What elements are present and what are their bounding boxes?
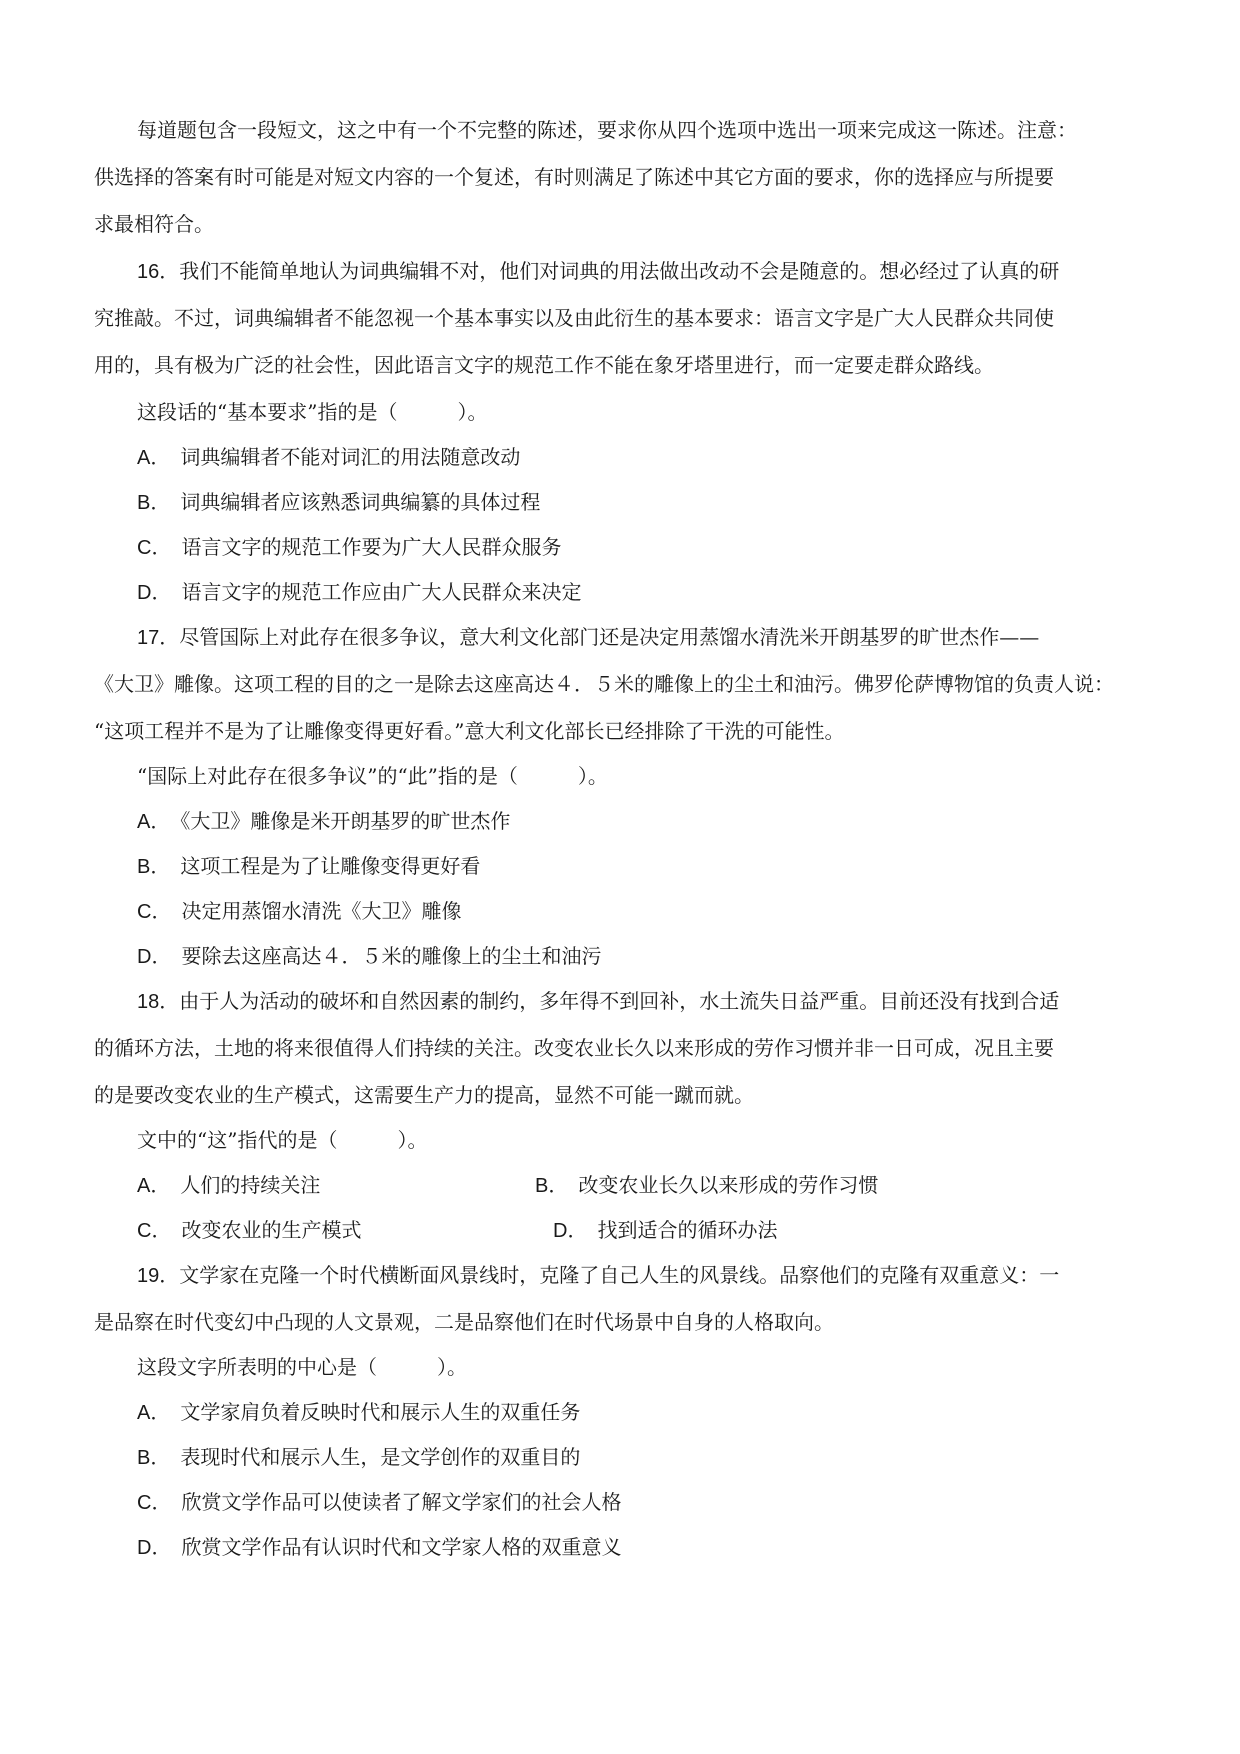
option-b[interactable]: B． 这项工程是为了让雕像变得更好看 bbox=[137, 854, 481, 878]
question-18-passage: 18．由于人为活动的破坏和自然因素的制约，多年得不到回补，水土流失日益严重。目前还没有找到合适 bbox=[137, 989, 1060, 1013]
option-a[interactable]: A． 《大卫》雕像是米开朗基罗的旷世杰作 bbox=[137, 809, 511, 833]
question-stem: 这段话的“基本要求”指的是（ ）。 bbox=[137, 400, 488, 424]
intro-line: 供选择的答案有时可能是对短文内容的一个复述，有时则满足了陈述中其它方面的要求，你的选择应与所提要 bbox=[94, 165, 1054, 189]
question-stem: 这段文字所表明的中心是（ ）。 bbox=[137, 1355, 467, 1379]
option-b[interactable]: B． 表现时代和展示人生，是文学创作的双重目的 bbox=[137, 1445, 581, 1469]
option-c[interactable]: C． 决定用蒸馏水清洗《大卫》雕像 bbox=[137, 899, 462, 923]
passage-line: 用的，具有极为广泛的社会性，因此语言文字的规范工作不能在象牙塔里进行，而一定要走群众路线。 bbox=[94, 353, 994, 377]
option-d[interactable]: D． 要除去这座高达４．５米的雕像上的尘土和油污 bbox=[137, 944, 602, 968]
option-a[interactable]: A． 人们的持续关注 bbox=[137, 1173, 321, 1197]
intro-line: 每道题包含一段短文，这之中有一个不完整的陈述，要求你从四个选项中选出一项来完成这一陈述。注意： bbox=[137, 118, 1077, 142]
intro-line: 求最相符合。 bbox=[94, 212, 214, 236]
option-d[interactable]: D． 找到适合的循环办法 bbox=[553, 1218, 778, 1242]
passage-line: 究推敲。不过，词典编辑者不能忽视一个基本事实以及由此衍生的基本要求：语言文字是广大人民群众共同使 bbox=[94, 306, 1054, 330]
question-number: 17． bbox=[137, 627, 180, 649]
question-number: 19． bbox=[137, 1265, 180, 1287]
passage-line: 的循环方法，土地的将来很值得人们持续的关注。改变农业长久以来形成的劳作习惯并非一日可成，况且主要 bbox=[94, 1036, 1054, 1060]
passage-line: 的是要改变农业的生产模式，这需要生产力的提高，显然不可能一蹴而就。 bbox=[94, 1083, 754, 1107]
question-16-passage: 16．我们不能简单地认为词典编辑不对，他们对词典的用法做出改动不会是随意的。想必经过了认真的研 bbox=[137, 259, 1060, 283]
question-number: 18． bbox=[137, 991, 180, 1013]
option-a[interactable]: A． 词典编辑者不能对词汇的用法随意改动 bbox=[137, 445, 521, 469]
passage-line: 《大卫》雕像。这项工程的目的之一是除去这座高达４．５米的雕像上的尘土和油污。佛罗伦萨博物馆的负责人说： bbox=[94, 672, 1114, 696]
option-c[interactable]: C． 欣赏文学作品可以使读者了解文学家们的社会人格 bbox=[137, 1490, 622, 1514]
option-b[interactable]: B． 词典编辑者应该熟悉词典编纂的具体过程 bbox=[137, 490, 541, 514]
option-b[interactable]: B． 改变农业长久以来形成的劳作习惯 bbox=[535, 1173, 879, 1197]
question-number: 16． bbox=[137, 261, 180, 283]
question-17-passage: 17．尽管国际上对此存在很多争议，意大利文化部门还是决定用蒸馏水清洗米开朗基罗的旷世杰作—— bbox=[137, 625, 1040, 649]
option-c[interactable]: C． 改变农业的生产模式 bbox=[137, 1218, 362, 1242]
option-c[interactable]: C． 语言文字的规范工作要为广大人民群众服务 bbox=[137, 535, 562, 559]
option-d[interactable]: D． 语言文字的规范工作应由广大人民群众来决定 bbox=[137, 580, 582, 604]
passage-line: “这项工程并不是为了让雕像变得更好看。”意大利文化部长已经排除了干洗的可能性。 bbox=[94, 719, 845, 743]
passage-line: 是品察在时代变幻中凸现的人文景观，二是品察他们在时代场景中自身的人格取向。 bbox=[94, 1310, 834, 1334]
option-d[interactable]: D． 欣赏文学作品有认识时代和文学家人格的双重意义 bbox=[137, 1535, 622, 1559]
question-stem: “国际上对此存在很多争议”的“此”指的是（ ）。 bbox=[137, 764, 608, 788]
option-a[interactable]: A． 文学家肩负着反映时代和展示人生的双重任务 bbox=[137, 1400, 581, 1424]
question-stem: 文中的“这”指代的是（ ）。 bbox=[137, 1128, 428, 1152]
question-19-passage: 19．文学家在克隆一个时代横断面风景线时，克隆了自己人生的风景线。品察他们的克隆有双重意义：一 bbox=[137, 1263, 1060, 1287]
